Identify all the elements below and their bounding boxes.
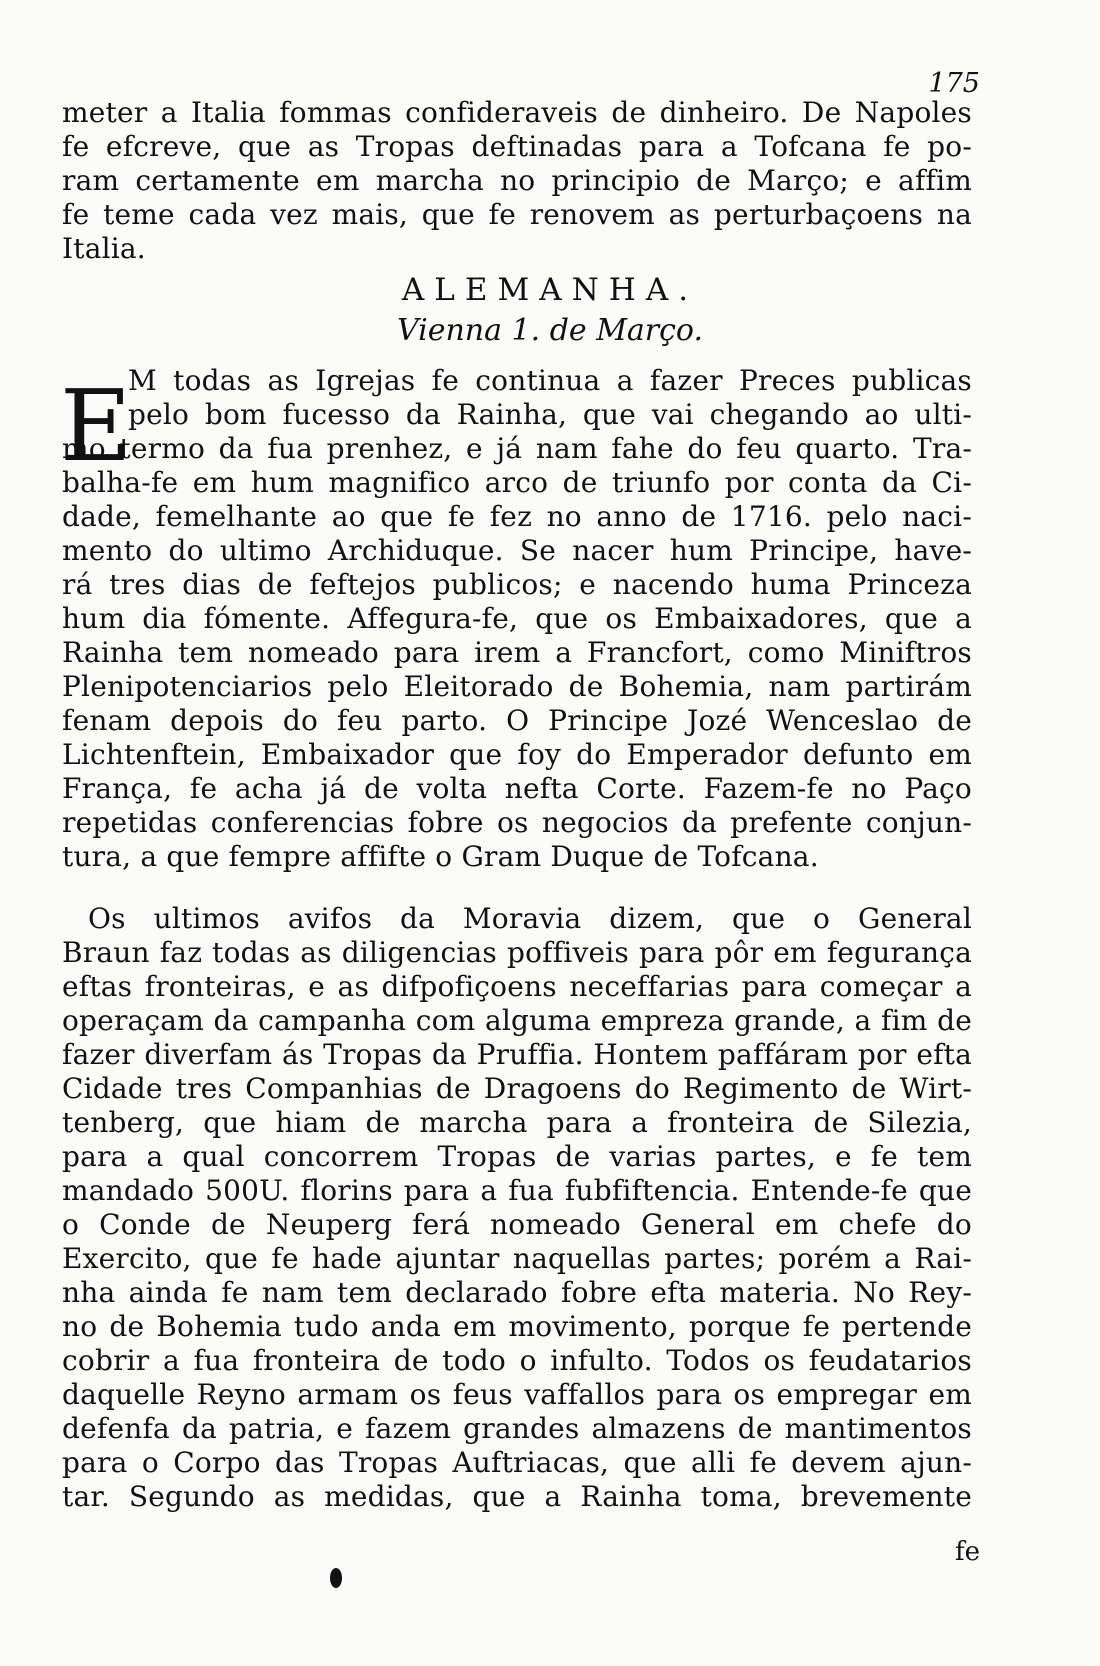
text-line: operaçam da campanha com alguma empreza grande, a fim de xyxy=(62,1004,972,1037)
text-line: para o Corpo das Tropas Auftriacas, que alli fe devem ajun- xyxy=(62,1446,972,1479)
text-line: mento do ultimo Archiduque. Se nacer hum Principe, have- xyxy=(62,534,972,567)
ink-blot xyxy=(330,1568,342,1588)
drop-cap: E xyxy=(60,370,132,484)
text-line: hum dia fómente. Affegura-fe, que os Embaixadores, que a xyxy=(62,602,972,635)
text-line: pelo bom fucesso da Rainha, que vai chegando ao ulti- xyxy=(128,398,972,431)
text-line: ram certamente em marcha no principio de Março; e affim xyxy=(62,164,972,197)
catchword: fe xyxy=(954,1537,980,1567)
text-line: cobrir a fua fronteira de todo o infulto. Todos os feudatarios xyxy=(62,1344,972,1377)
text-line: tenberg, que hiam de marcha para a fronteira de Silezia, xyxy=(62,1106,972,1139)
text-line: Rainha tem nomeado para irem a Francfort, como Miniftros xyxy=(62,636,972,669)
text-line: Plenipotenciarios pelo Eleitorado de Bohemia, nam partirám xyxy=(62,670,972,703)
text-line: o Conde de Neuperg ferá nomeado General em chefe do xyxy=(62,1208,972,1241)
text-line: Italia. xyxy=(62,232,146,265)
text-line: eftas fronteiras, e as difpofiçoens neceffarias para começar a xyxy=(62,970,972,1003)
text-line: Lichtenftein, Embaixador que foy do Emperador defunto em xyxy=(62,738,972,771)
text-line: repetidas conferencias fobre os negocios da prefente conjun- xyxy=(62,806,972,839)
text-line: tura, a que fempre affifte o Gram Duque de Tofcana. xyxy=(62,840,819,873)
text-line: fe efcreve, que as Tropas deftinadas para a Tofcana fe po- xyxy=(62,130,972,163)
text-line: nha ainda fe nam tem declarado fobre efta materia. No Rey- xyxy=(62,1276,972,1309)
text-line: Cidade tres Companhias de Dragoens do Regimento de Wirt- xyxy=(62,1072,972,1105)
text-line: fenam depois do feu parto. O Principe Jozé Wenceslao de xyxy=(62,704,972,737)
text-line: no de Bohemia tudo anda em movimento, porque fe pertende xyxy=(62,1310,972,1343)
text-line: rá tres dias de feftejos publicos; e nacendo huma Princeza xyxy=(62,568,972,601)
text-line: tar. Segundo as medidas, que a Rainha toma, brevemente xyxy=(62,1480,972,1513)
text-line: dade, femelhante ao que fe fez no anno de 1716. pelo naci- xyxy=(62,500,972,533)
section-title: ALEMANHA. xyxy=(401,272,699,308)
first-paragraph xyxy=(62,364,972,874)
dateline: Vienna 1. de Março. xyxy=(396,313,704,348)
text-line: defenfa da patria, e fazem grandes almazens de mantimentos xyxy=(62,1412,972,1445)
page-number: 175 xyxy=(928,68,980,99)
text-line: daquelle Reyno armam os feus vaffallos para os empregar em xyxy=(62,1378,972,1411)
text-line: França, fe acha já de volta nefta Corte. Fazem-fe no Paço xyxy=(62,772,972,805)
second-paragraph xyxy=(62,902,972,1514)
text-line: para a qual concorrem Tropas de varias partes, e fe tem xyxy=(62,1140,972,1173)
text-line: fazer diverfam ás Tropas da Pruffia. Hontem paffáram por efta xyxy=(62,1038,972,1071)
text-line: fe teme cada vez mais, que fe renovem as perturbaçoens na xyxy=(62,198,972,231)
text-line: meter a Italia fommas confideraveis de dinheiro. De Napoles xyxy=(62,96,972,129)
text-line: Braun faz todas as diligencias poffiveis para pôr em fegurança xyxy=(62,936,972,969)
text-line: mo termo da fua prenhez, e já nam fahe do feu quarto. Tra- xyxy=(62,432,972,465)
text-line: mandado 500U. florins para a fua fubfiftencia. Entende-fe que xyxy=(62,1174,972,1207)
text-line: M todas as Igrejas fe continua a fazer Preces publicas xyxy=(128,364,972,397)
text-line: Exercito, que fe hade ajuntar naquellas partes; porém a Rai- xyxy=(62,1242,972,1275)
top-paragraph xyxy=(62,96,972,266)
text-line: Os ultimos avifos da Moravia dizem, que o General xyxy=(88,902,972,935)
text-line: balha-fe em hum magnifico arco de triunfo por conta da Ci- xyxy=(62,466,972,499)
